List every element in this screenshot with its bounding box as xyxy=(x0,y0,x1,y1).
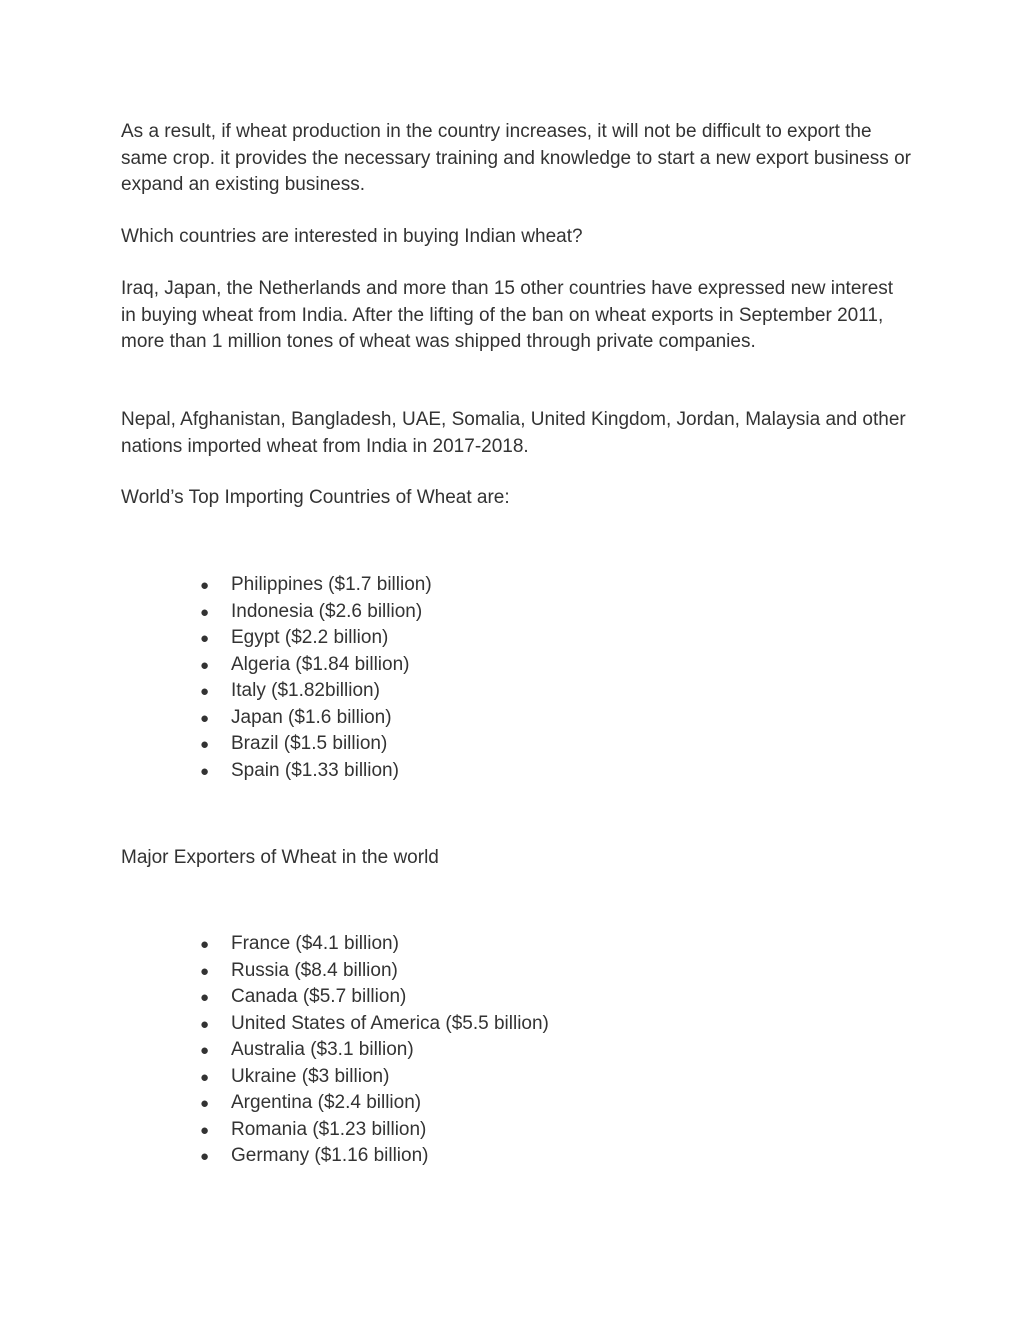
bullet-icon: ● xyxy=(200,989,210,1006)
importers-list xyxy=(200,572,432,784)
bullet-icon: ● xyxy=(200,736,210,753)
heading-major-exporters: Major Exporters of Wheat in the world xyxy=(121,847,439,868)
list-item-text: Japan ($1.6 billion) xyxy=(231,706,392,728)
list-item xyxy=(200,731,432,758)
bullet-icon: ● xyxy=(200,1095,210,1112)
bullet-icon: ● xyxy=(200,709,210,727)
list-item-text: Ukraine ($3 billion) xyxy=(231,1065,390,1087)
list-item xyxy=(200,984,549,1011)
bullet-icon: ● xyxy=(200,603,210,621)
list-item xyxy=(200,1143,549,1170)
bullet-icon: ● xyxy=(200,1121,210,1139)
list-item xyxy=(200,1064,549,1091)
list-item xyxy=(200,625,432,652)
bullet-icon: ● xyxy=(200,630,210,647)
paragraph-interested-countries: Iraq, Japan, the Netherlands and more than 15 other countries have expressed new interest in buying wheat from India. After the lifting of the ban on wheat exports in September 2011, more than 1 million tones of wheat was shipped through private companies. xyxy=(121,278,894,352)
bullet-icon: ● xyxy=(200,1042,210,1059)
list-item-text: Brazil ($1.5 billion) xyxy=(231,733,388,754)
bullet-icon: ● xyxy=(200,936,210,953)
list-item-text: Italy ($1.82billion) xyxy=(231,680,380,701)
bullet-icon: ● xyxy=(200,1015,210,1033)
list-item xyxy=(200,958,549,985)
list-item-text: Algeria ($1.84 billion) xyxy=(231,653,410,675)
list-item-text: Romania ($1.23 billion) xyxy=(231,1118,427,1140)
list-item-text: Canada ($5.7 billion) xyxy=(231,986,407,1007)
list-item-text: France ($4.1 billion) xyxy=(231,933,399,954)
list-item xyxy=(200,1037,549,1064)
bullet-icon: ● xyxy=(200,962,210,980)
paragraph-imported-2017-2018: Nepal, Afghanistan, Bangladesh, UAE, Somalia, United Kingdom, Jordan, Malaysia and other nations imported wheat from India in 2017-2018. xyxy=(121,409,906,457)
list-item-text: Egypt ($2.2 billion) xyxy=(231,627,389,648)
bullet-icon: ● xyxy=(200,1148,210,1165)
list-item xyxy=(200,572,432,599)
bullet-icon: ● xyxy=(200,1068,210,1086)
list-item-text: Australia ($3.1 billion) xyxy=(231,1039,414,1060)
paragraph-export-crop: As a result, if wheat production in the country increases, it will not be difficult to export the same crop. it provides the necessary training and knowledge to start a new export business or expand an existing business. xyxy=(121,121,911,195)
list-item xyxy=(200,1090,549,1117)
list-item xyxy=(200,599,432,626)
list-item xyxy=(200,678,432,705)
exporters-list xyxy=(200,931,549,1170)
list-item-text: Indonesia ($2.6 billion) xyxy=(231,600,423,622)
bullet-icon: ● xyxy=(200,577,210,594)
list-item-text: Germany ($1.16 billion) xyxy=(231,1145,429,1166)
list-item-text: Russia ($8.4 billion) xyxy=(231,959,398,981)
list-item xyxy=(200,652,432,679)
list-item xyxy=(200,758,432,785)
bullet-icon: ● xyxy=(200,656,210,674)
bullet-icon: ● xyxy=(200,762,210,780)
list-item-text: United States of America ($5.5 billion) xyxy=(231,1012,549,1034)
list-item-text: Philippines ($1.7 billion) xyxy=(231,574,432,595)
list-item xyxy=(200,1117,549,1144)
paragraph-question: Which countries are interested in buying Indian wheat? xyxy=(121,226,583,247)
list-item-text: Spain ($1.33 billion) xyxy=(231,759,399,781)
list-item-text: Argentina ($2.4 billion) xyxy=(231,1092,422,1113)
heading-top-importers: World’s Top Importing Countries of Wheat are: xyxy=(121,487,510,508)
list-item xyxy=(200,705,432,732)
bullet-icon: ● xyxy=(200,683,210,700)
list-item xyxy=(200,1011,549,1038)
list-item xyxy=(200,931,549,958)
